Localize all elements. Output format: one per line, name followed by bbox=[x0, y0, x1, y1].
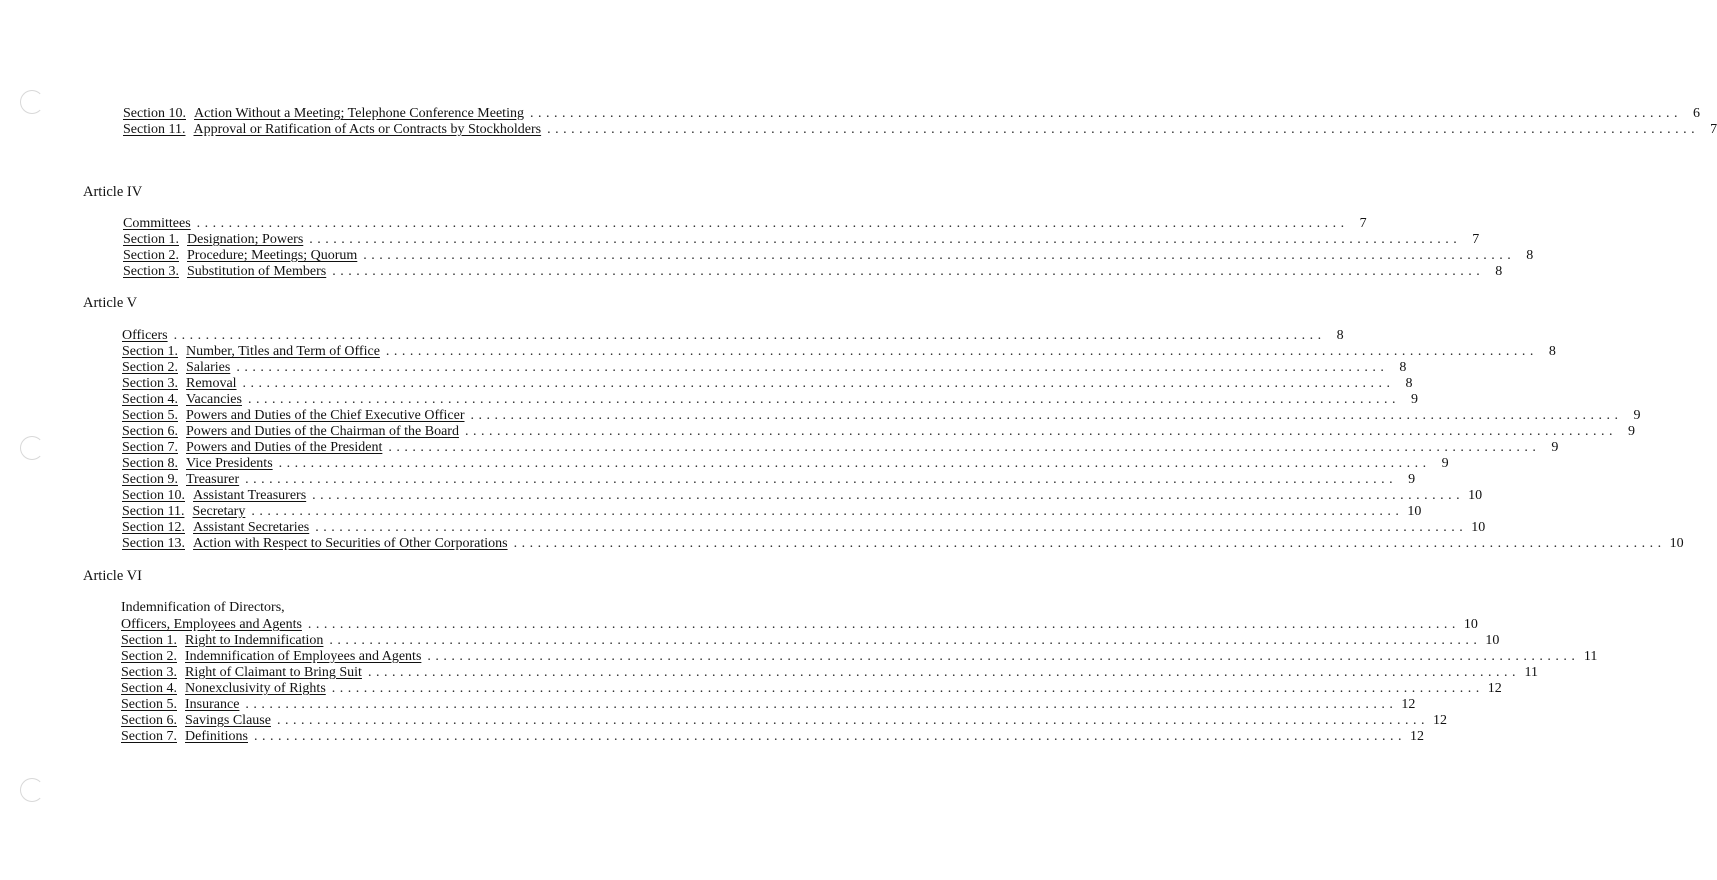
toc-entry[interactable] bbox=[122, 488, 1483, 504]
toc-page-number: 7 bbox=[1472, 232, 1480, 247]
dot-leader: ................................................................................................................................................ bbox=[307, 617, 1460, 632]
dot-leader: ................................................................................................................................................ bbox=[278, 456, 1431, 471]
toc-section-number: Section 7. bbox=[121, 729, 177, 744]
toc-section-number: Section 2. bbox=[122, 360, 178, 375]
toc-section-number: Section 13. bbox=[122, 536, 185, 551]
dot-leader: ................................................................................................................................................ bbox=[547, 122, 1700, 137]
toc-page-number: 6 bbox=[1692, 106, 1700, 121]
toc-entry[interactable] bbox=[121, 697, 1416, 713]
toc-section-number: Section 2. bbox=[121, 649, 177, 664]
dot-leader: ................................................................................................................................................ bbox=[385, 344, 1538, 359]
toc-entry[interactable] bbox=[122, 360, 1407, 376]
article-v-heading: Article V bbox=[83, 295, 138, 311]
toc-page-number: 9 bbox=[1627, 424, 1635, 439]
toc-entry-title: Vice Presidents bbox=[186, 456, 273, 471]
toc-entry[interactable] bbox=[121, 729, 1424, 745]
toc-entry-title: Powers and Duties of the President bbox=[186, 440, 383, 455]
toc-page-number: 12 bbox=[1432, 713, 1447, 728]
toc-entry[interactable] bbox=[121, 713, 1447, 729]
toc-page-number: 9 bbox=[1408, 472, 1416, 487]
toc-entry[interactable] bbox=[123, 122, 1717, 138]
toc-entry-title: Insurance bbox=[185, 697, 240, 712]
toc-page-number: 8 bbox=[1526, 248, 1534, 263]
toc-page-number: 10 bbox=[1485, 633, 1500, 648]
binder-hole-top bbox=[20, 90, 44, 114]
dot-leader: ................................................................................................................................................ bbox=[247, 392, 1400, 407]
toc-entry-title: Number, Titles and Term of Office bbox=[186, 344, 380, 359]
toc-section-number: Section 3. bbox=[121, 665, 177, 680]
toc-entry-title: Vacancies bbox=[186, 392, 242, 407]
toc-entry-title: Salaries bbox=[186, 360, 231, 375]
dot-leader: ................................................................................................................................................ bbox=[470, 408, 1623, 423]
dot-leader: ................................................................................................................................................ bbox=[173, 328, 1326, 343]
toc-entry-title: Indemnification of Employees and Agents bbox=[185, 649, 422, 664]
article-iv-heading: Article IV bbox=[83, 184, 143, 200]
dot-leader: ................................................................................................................................................ bbox=[329, 633, 1482, 648]
toc-entry-title: Savings Clause bbox=[185, 713, 271, 728]
toc-entry-title: Designation; Powers bbox=[187, 232, 304, 247]
toc-page-number: 7 bbox=[1710, 122, 1717, 137]
toc-entry-title: Powers and Duties of the Chairman of the Board bbox=[186, 424, 459, 439]
toc-section-number: Section 4. bbox=[121, 681, 177, 696]
toc-section-number: Section 8. bbox=[122, 456, 178, 471]
toc-entry[interactable] bbox=[123, 264, 1503, 280]
toc-page-number: 12 bbox=[1487, 681, 1502, 696]
toc-entry[interactable] bbox=[122, 392, 1418, 408]
toc-page-number: 9 bbox=[1441, 456, 1449, 471]
toc-page-number: 10 bbox=[1471, 520, 1486, 535]
toc-section-number: Section 6. bbox=[121, 713, 177, 728]
toc-section-number: Section 1. bbox=[121, 633, 177, 648]
toc-page-number: 11 bbox=[1524, 665, 1538, 680]
toc-entry[interactable] bbox=[122, 520, 1486, 536]
toc-page-number: 9 bbox=[1410, 392, 1418, 407]
toc-section-number: Section 4. bbox=[122, 392, 178, 407]
toc-section-number: Section 11. bbox=[122, 504, 185, 519]
binder-hole-middle bbox=[20, 436, 44, 460]
toc-entry-title: Powers and Duties of the Chief Executive Officer bbox=[186, 408, 465, 423]
toc-page-number: 10 bbox=[1463, 617, 1478, 632]
dot-leader: ................................................................................................................................................ bbox=[529, 106, 1682, 121]
dot-leader: ................................................................................................................................................ bbox=[427, 649, 1580, 664]
toc-section-number: Section 11. bbox=[123, 122, 186, 137]
dot-leader: ................................................................................................................................................ bbox=[367, 665, 1520, 680]
toc-section-number: Section 7. bbox=[122, 440, 178, 455]
toc-entry-title: Officers, Employees and Agents bbox=[121, 617, 302, 632]
toc-page-number: 12 bbox=[1401, 697, 1416, 712]
dot-leader: ................................................................................................................................................ bbox=[309, 232, 1462, 247]
toc-entry-title: Removal bbox=[186, 376, 237, 391]
toc-section-number: Section 12. bbox=[122, 520, 185, 535]
toc-page-number: 10 bbox=[1468, 488, 1483, 503]
toc-page-number: 11 bbox=[1583, 649, 1598, 664]
toc-entry[interactable] bbox=[123, 106, 1700, 122]
toc-entry[interactable] bbox=[123, 248, 1534, 264]
toc-entry[interactable] bbox=[122, 536, 1684, 552]
toc-entry[interactable] bbox=[121, 617, 1478, 633]
dot-leader: ................................................................................................................................................ bbox=[245, 697, 1398, 712]
dot-leader: ................................................................................................................................................ bbox=[276, 713, 1429, 728]
dot-leader: ................................................................................................................................................ bbox=[464, 424, 1617, 439]
dot-leader: ................................................................................................................................................ bbox=[236, 360, 1389, 375]
toc-entry-title: Assistant Secretaries bbox=[193, 520, 310, 535]
toc-section-number: Section 3. bbox=[122, 376, 178, 391]
dot-leader: ................................................................................................................................................ bbox=[254, 729, 1406, 744]
dot-leader: ................................................................................................................................................ bbox=[312, 488, 1465, 503]
toc-entry[interactable] bbox=[122, 456, 1449, 472]
toc-page-number: 12 bbox=[1410, 729, 1424, 744]
toc-entry-title: Right of Claimant to Bring Suit bbox=[185, 665, 362, 680]
toc-section-number: Section 10. bbox=[122, 488, 185, 503]
toc-page-number: 8 bbox=[1336, 328, 1344, 343]
dot-leader: ................................................................................................................................................ bbox=[331, 681, 1484, 696]
toc-entry-title: Approval or Ratification of Acts or Contracts by Stockholders bbox=[193, 122, 542, 137]
toc-entry[interactable] bbox=[122, 504, 1422, 520]
toc-section-number: Section 3. bbox=[123, 264, 179, 279]
binder-hole-bottom bbox=[20, 778, 44, 802]
toc-page-number: 9 bbox=[1633, 408, 1641, 423]
toc-entry[interactable] bbox=[121, 649, 1598, 665]
dot-leader: ................................................................................................................................................ bbox=[242, 376, 1395, 391]
toc-entry[interactable] bbox=[122, 328, 1344, 344]
toc-page-number: 9 bbox=[1551, 440, 1559, 455]
dot-leader: ................................................................................................................................................ bbox=[251, 504, 1404, 519]
toc-section-number: Section 2. bbox=[123, 248, 179, 263]
dot-leader: ................................................................................................................................................ bbox=[332, 264, 1485, 279]
toc-entry[interactable] bbox=[121, 665, 1538, 681]
toc-section-number: Section 1. bbox=[122, 344, 178, 359]
dot-leader: ................................................................................................................................................ bbox=[245, 472, 1398, 487]
toc-section-number: Section 9. bbox=[122, 472, 178, 487]
toc-entry-title: Action with Respect to Securities of Other Corporations bbox=[193, 536, 508, 551]
toc-entry-title: Nonexclusivity of Rights bbox=[185, 681, 326, 696]
toc-entry-title: Assistant Treasurers bbox=[193, 488, 307, 503]
toc-section-number: Section 5. bbox=[122, 408, 178, 423]
toc-page-number: 8 bbox=[1399, 360, 1407, 375]
toc-entry[interactable] bbox=[122, 408, 1641, 424]
toc-page-number: 7 bbox=[1359, 216, 1367, 231]
toc-page-number: 8 bbox=[1405, 376, 1413, 391]
toc-entry-title: Definitions bbox=[185, 729, 248, 744]
toc-entry[interactable] bbox=[123, 232, 1480, 248]
toc-page-number: 10 bbox=[1407, 504, 1422, 519]
dot-leader: ................................................................................................................................................ bbox=[315, 520, 1468, 535]
dot-leader: ................................................................................................................................................ bbox=[363, 248, 1516, 263]
dot-leader: ................................................................................................................................................ bbox=[388, 440, 1541, 455]
toc-entry-title: Action Without a Meeting; Telephone Conference Meeting bbox=[194, 106, 524, 121]
toc-entry-title: Substitution of Members bbox=[187, 264, 327, 279]
toc-section-number: Section 10. bbox=[123, 106, 186, 121]
toc-page-number: 10 bbox=[1669, 536, 1684, 551]
toc-section-number: Section 6. bbox=[122, 424, 178, 439]
toc-entry-title: Right to Indemnification bbox=[185, 633, 324, 648]
toc-entry-title: Officers bbox=[122, 328, 168, 343]
toc-entry[interactable] bbox=[121, 633, 1500, 649]
toc-entry[interactable] bbox=[121, 681, 1502, 697]
toc-section-number: Section 1. bbox=[123, 232, 179, 247]
toc-section-number: Section 5. bbox=[121, 697, 177, 712]
dot-leader: ................................................................................................................................................ bbox=[513, 536, 1666, 551]
toc-entry-title: Secretary bbox=[192, 504, 246, 519]
toc-entry[interactable] bbox=[123, 216, 1367, 232]
toc-entry-title: Procedure; Meetings; Quorum bbox=[187, 248, 358, 263]
dot-leader: ................................................................................................................................................ bbox=[196, 216, 1349, 231]
toc-entry-title: Committees bbox=[123, 216, 191, 231]
article-vi-heading: Article VI bbox=[83, 568, 142, 584]
toc-entry[interactable] bbox=[122, 472, 1416, 488]
toc-page-number: 8 bbox=[1495, 264, 1503, 279]
toc-page-number: 8 bbox=[1548, 344, 1556, 359]
toc-entry[interactable] bbox=[122, 344, 1556, 360]
toc-entry[interactable] bbox=[122, 424, 1635, 440]
article-vi-title: Indemnification of Directors, bbox=[121, 600, 285, 615]
toc-entry-title: Treasurer bbox=[186, 472, 240, 487]
toc-entry[interactable] bbox=[122, 376, 1413, 392]
toc-entry[interactable] bbox=[122, 440, 1559, 456]
